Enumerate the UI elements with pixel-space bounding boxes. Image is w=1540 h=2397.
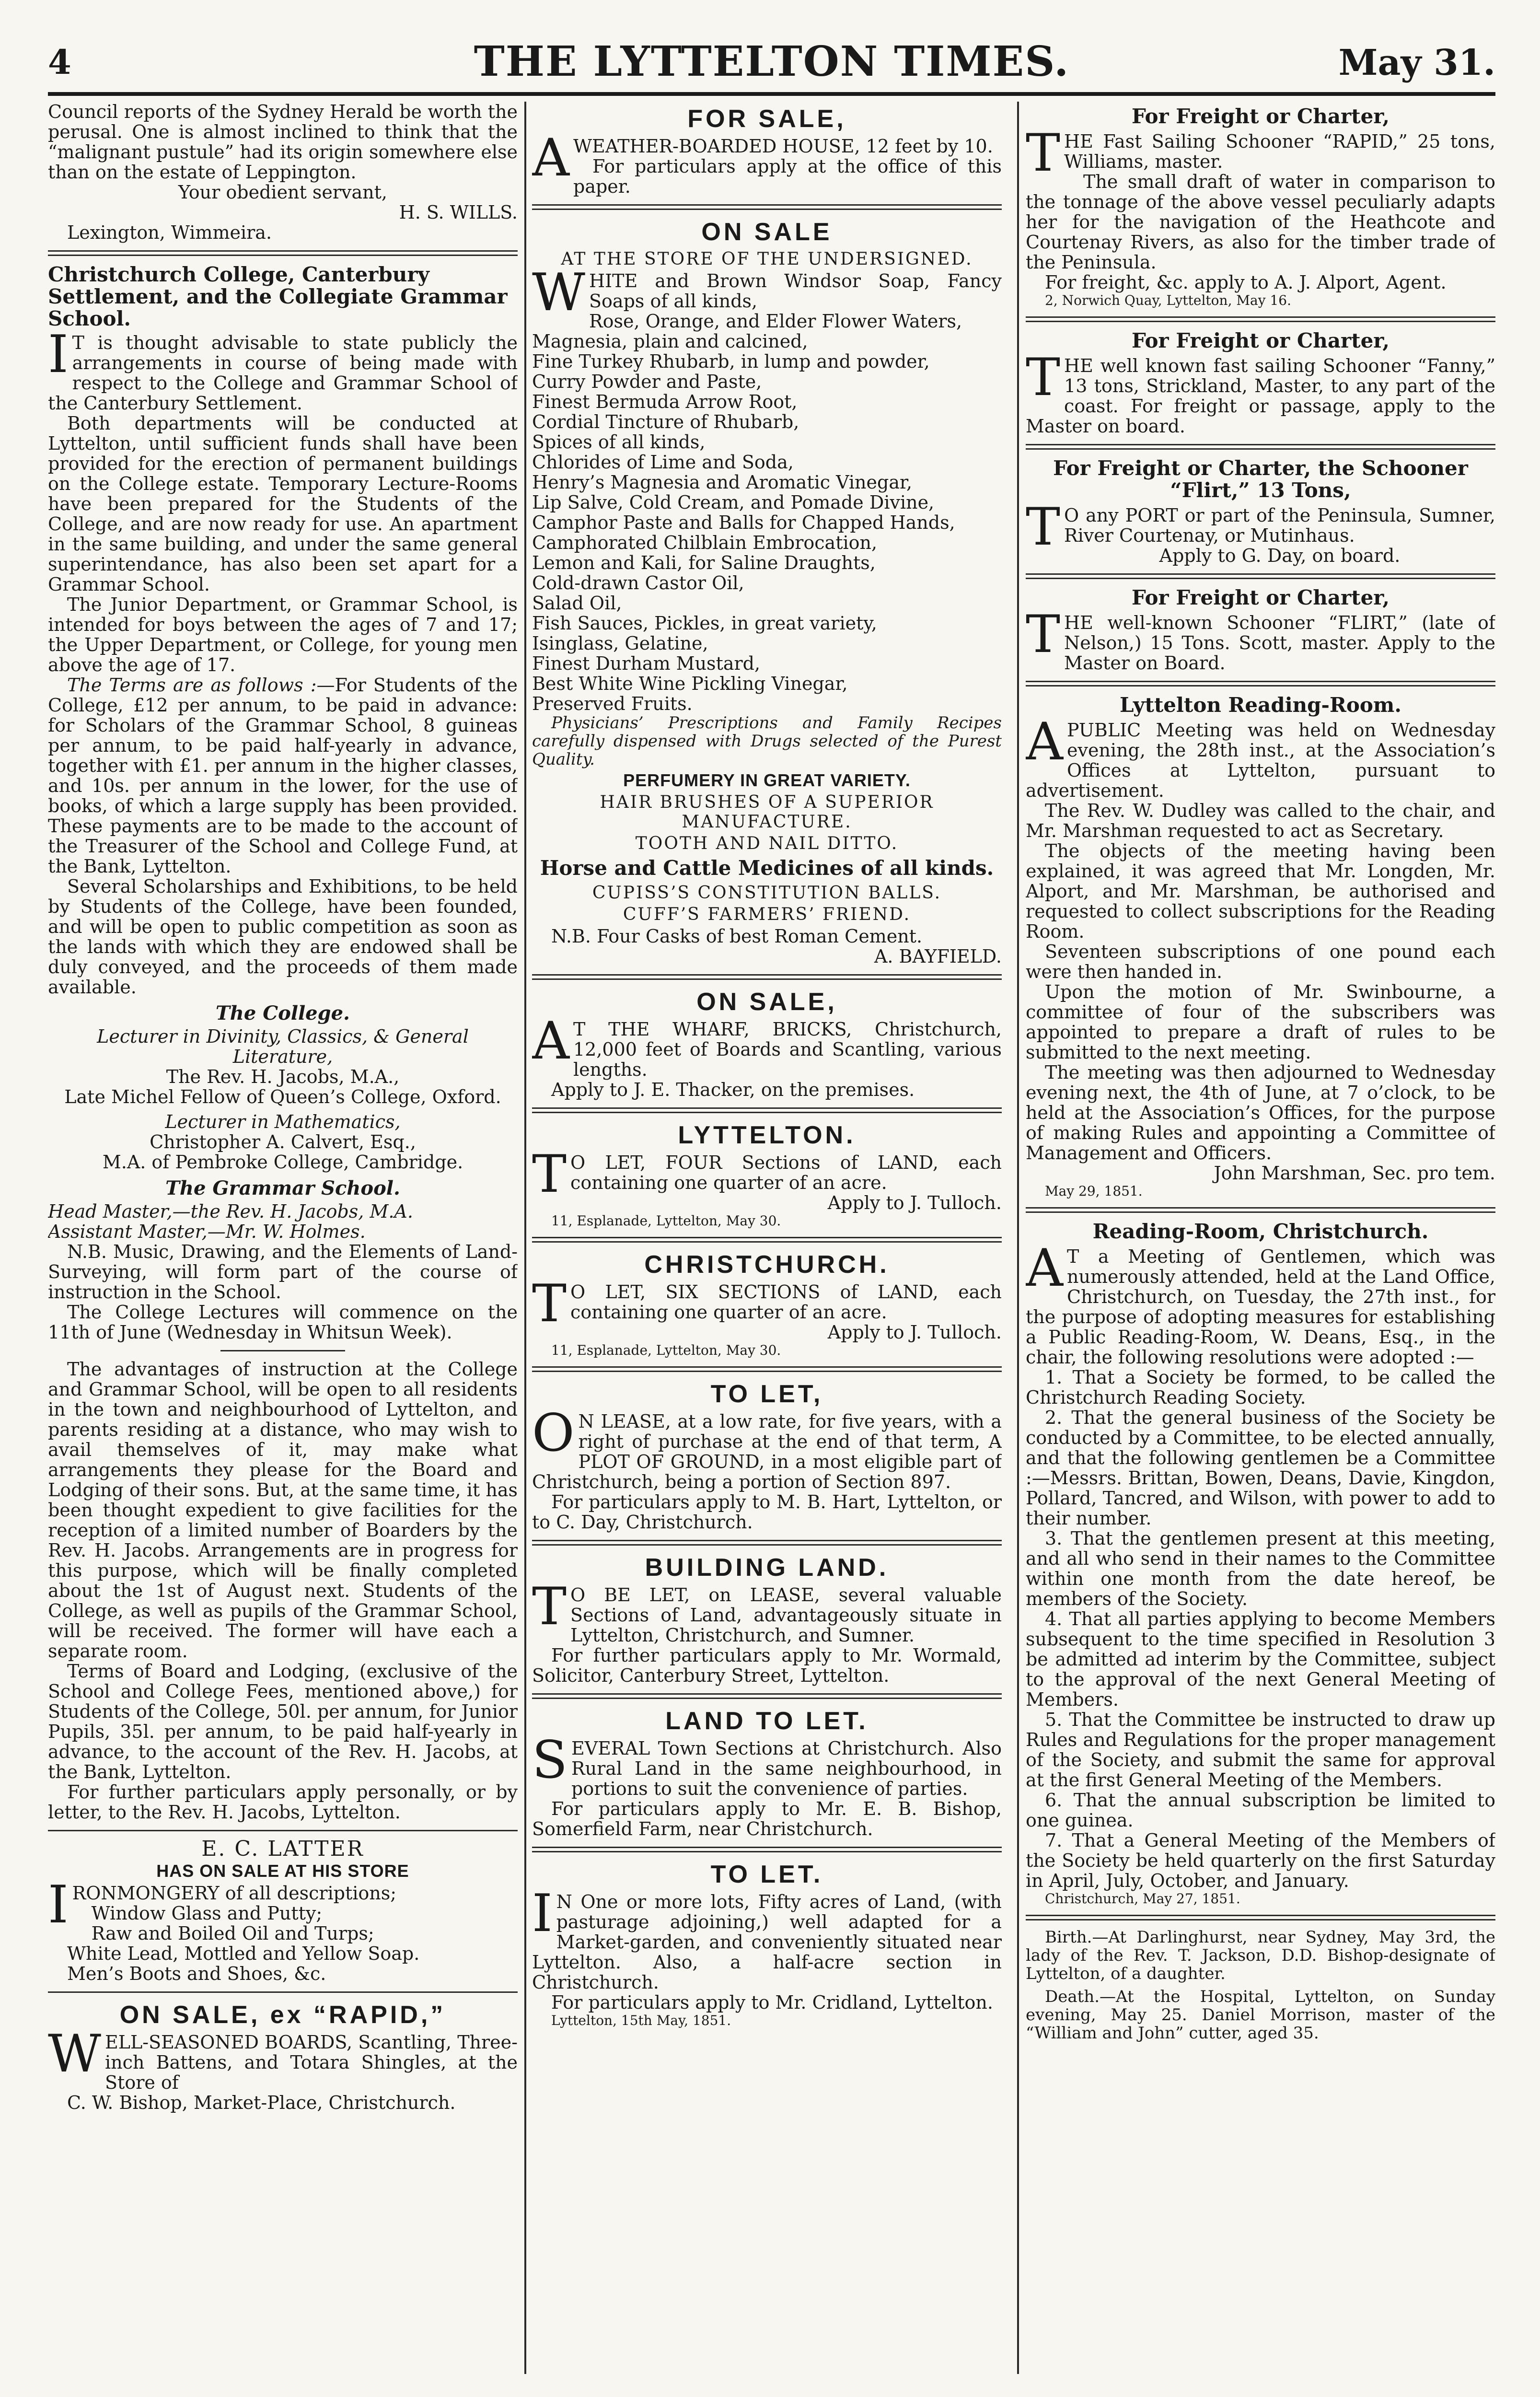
- store-item: Best White Wine Pickling Vinegar,: [532, 673, 848, 694]
- college-para: For further particulars apply personally, or by letter, to the Rev. H. Jacobs, Lyttelton.: [48, 1781, 518, 1823]
- store-line: Horse and Cattle Medicines of all kinds.: [540, 856, 994, 880]
- article-date: Christchurch, May 27, 1851.: [1045, 1891, 1240, 1907]
- store-item: Magnesia, plain and calcined,: [532, 331, 808, 352]
- latter-item: Men’s Boots and Shoes, &c.: [67, 1963, 326, 1984]
- article-para: The meeting was then adjourned to Wednesday evening next, the 4th of June, at 7 o’clock, to be held at the Association’s Offices, for the purpose of making Rules and appointing a Committee of Management and Officers.: [1026, 1062, 1495, 1164]
- section-divider: [1026, 1207, 1495, 1213]
- college-subheading: The College.: [216, 1002, 350, 1024]
- ad-address: 2, Norwich Quay, Lyttelton, May 16.: [1045, 292, 1291, 308]
- lyttelton-reading-room: [1026, 694, 1495, 1199]
- college-para: Terms of Board and Lodging, (exclusive of the School and College Fees, mentioned above,) for Students of the College, 50l. per annum, for Junior Pupils, 35l. per annum, to be paid half-yearly in advance, to the account of the Rev. H. Jacobs, at the Bank, Lyttelton.: [48, 1661, 518, 1782]
- store-item: Preserved Fruits.: [532, 693, 693, 714]
- section-divider: [48, 250, 518, 256]
- latter-item: White Lead, Mottled and Yellow Soap.: [67, 1943, 420, 1964]
- issue-date: May 31.: [1338, 42, 1495, 83]
- column-3: [1026, 102, 1495, 2374]
- ad-heading: TO LET.: [710, 1861, 823, 1888]
- section-divider: [1026, 1915, 1495, 1920]
- store-item: Cold-drawn Castor Oil,: [532, 572, 744, 593]
- section-divider: [532, 1847, 1002, 1852]
- ad-heading: LYTTELTON.: [678, 1121, 856, 1149]
- store-item: Henry’s Magnesia and Aromatic Vinegar,: [532, 472, 913, 493]
- section-divider: [1026, 573, 1495, 579]
- birth-notice: Birth.—At Darlinghurst, near Sydney, May 3rd, the lady of the Rev. T. Jackson, D.D. Bishop-designate of Lyttelton, of a daughter.: [1026, 1928, 1495, 1983]
- latter-item: Raw and Boiled Oil and Turps;: [91, 1923, 374, 1944]
- column-1: [48, 102, 518, 2374]
- ad-apply: For particulars apply to Mr. E. B. Bishop, Somerfield Farm, near Christchurch.: [532, 1798, 1002, 1839]
- ad-heading: ON SALE: [701, 218, 833, 246]
- store-line: CUPISS’S CONSTITUTION BALLS.: [592, 883, 942, 903]
- ad-text: O LET, SIX SECTIONS of LAND, each containing one quarter of an acre.: [570, 1281, 1002, 1323]
- lecturer-title: Lecturer in Mathematics,: [165, 1111, 401, 1132]
- section-divider: [532, 1693, 1002, 1699]
- ad-subheading: AT THE STORE OF THE UNDERSIGNED.: [561, 249, 973, 269]
- store-nb: N.B. Four Casks of best Roman Cement.: [551, 926, 923, 947]
- letter-signoff: Your obedient servant,: [178, 182, 387, 203]
- section-divider: [532, 1540, 1002, 1546]
- college-para: Both departments will be conducted at Lyttelton, until sufficient funds shall have been provided for the erection of permanent buildings on the College estate. Temporary Lecture-Rooms have been prepared for the Students of the College, and are now ready for use. An apartment in the same building, and under the same general superintendance, has also been set apart for a Grammar School.: [48, 413, 518, 595]
- store-item: Lemon and Kali, for Saline Draughts,: [532, 552, 876, 573]
- ad-apply: Apply to G. Day, on board.: [1159, 545, 1401, 566]
- resolution: 6. That the annual subscription be limited to one guinea.: [1026, 1790, 1495, 1831]
- ad-text: HE well known fast sailing Schooner “Fanny,” 13 tons, Strickland, Master, to any part of the coast. For freight or passage, apply to the Master on board.: [1026, 355, 1495, 437]
- fanny-charter-advertisement: [1026, 330, 1495, 436]
- rapid-sale-text: ELL-SEASONED BOARDS, Scantling, Three-inch Battens, and Totara Shingles, at the Store of: [105, 2032, 518, 2093]
- article-para: The Rev. W. Dudley was called to the chair, and Mr. Marshman requested to act as Secretary.: [1026, 800, 1495, 841]
- building-land-advertisement: [532, 1553, 1002, 1686]
- store-item: Cordial Tincture of Rhubarb,: [532, 411, 799, 432]
- ad-text: EVERAL Town Sections at Christchurch. Also Rural Land in the same neighbourhood, in portions to suit the convenience of parties.: [571, 1738, 1002, 1799]
- drop-cap: W: [48, 2024, 102, 2084]
- ad-heading: For Freight or Charter, the Schooner “Flirt,” 13 Tons,: [1053, 456, 1468, 502]
- article-heading: Reading-Room, Christchurch.: [1092, 1220, 1429, 1243]
- store-item: Lip Salve, Cold Cream, and Pomade Divine,: [532, 492, 935, 513]
- drop-cap: S: [532, 1730, 567, 1790]
- section-divider: [48, 1991, 518, 1993]
- store-item: Fish Sauces, Pickles, in great variety,: [532, 613, 877, 634]
- wharf-advertisement: [532, 988, 1002, 1100]
- letter-text: Council reports of the Sydney Herald be worth the perusal. One is almost inclined to think that the “malignant pustule” had its origin somewhere else than on the estate of Leppington.: [48, 102, 518, 183]
- resolution: 1. That a Society be formed, to be called the Christchurch Reading Society.: [1026, 1367, 1495, 1408]
- ad-apply: For freight, &c. apply to A. J. Alport, Agent.: [1045, 272, 1447, 293]
- store-sign: A. BAYFIELD.: [874, 946, 1002, 967]
- grammar-subheading: The Grammar School.: [165, 1177, 400, 1199]
- ad-heading: ON SALE,: [696, 988, 837, 1016]
- ad-text: O LET, FOUR Sections of LAND, each containing one quarter of an acre.: [570, 1152, 1002, 1193]
- ad-text: The small draft of water in comparison to the tonnage of the above vessel peculiarly adapts her for the navigation of the Heathcote and Courtenay Rivers, as also for the timber trade of the Peninsula.: [1026, 171, 1495, 273]
- section-divider: [532, 974, 1002, 980]
- college-para: The Junior Department, or Grammar School, is intended for boys between the ages of 7 and 17; the Upper Department, or College, for young men above the age of 17.: [48, 594, 518, 675]
- ad-heading: CHRISTCHURCH.: [644, 1251, 890, 1279]
- drop-cap: T: [1026, 497, 1061, 557]
- ad-heading: TO LET,: [710, 1380, 823, 1408]
- assistant-master: Assistant Master,—Mr. W. Holmes.: [48, 1221, 366, 1242]
- rapid-charter-advertisement: [1026, 105, 1495, 309]
- resolution: 2. That the general business of the Society be conducted by a Committee, to be elected annually, and that the following gentlemen be a Committee :—Messrs. Brittan, Bowen, Deans, Davie, Kingdon, Pollard, Tancred, and Wilson, with power to add to their number.: [1026, 1407, 1495, 1529]
- latter-sub: HAS ON SALE AT HIS STORE: [156, 1861, 409, 1881]
- ad-text: WEATHER-BOARDED HOUSE, 12 feet by 10.: [573, 136, 993, 157]
- section-divider: [1026, 681, 1495, 687]
- masthead-rule: [48, 92, 1495, 96]
- store-item: HITE and Brown Windsor Soap, Fancy Soaps of all kinds,: [589, 270, 1002, 312]
- drop-cap: T: [532, 1144, 567, 1204]
- drop-cap: T: [1026, 605, 1061, 664]
- latter-name: E. C. LATTER: [201, 1837, 364, 1861]
- latter-lead: RONMONGERY of all descriptions;: [72, 1883, 397, 1904]
- christchurch-land-advertisement: [532, 1250, 1002, 1359]
- rapid-sale-advertisement: [48, 2001, 518, 2113]
- ad-note: For particulars apply at the office of this paper.: [573, 156, 1002, 197]
- terms-label: The Terms are as follows :: [67, 675, 317, 696]
- section-divider: [532, 1366, 1002, 1372]
- resolution: 3. That the gentlemen present at this meeting, and all who send in their names to the Committee within one month from the date hereof, be members of the Society.: [1026, 1528, 1495, 1609]
- house-for-sale-advertisement: [532, 105, 1002, 197]
- lecturer-name: Christopher A. Calvert, Esq.,: [150, 1131, 416, 1152]
- lecturer-desc: Late Michel Fellow of Queen’s College, Oxford.: [64, 1086, 501, 1107]
- drop-cap: A: [1026, 712, 1063, 772]
- column-rule: [524, 102, 526, 2374]
- store-line: CUFF’S FARMERS’ FRIEND.: [623, 905, 911, 924]
- latter-item: Window Glass and Putty;: [91, 1903, 323, 1924]
- ad-heading: For Freight or Charter,: [1132, 105, 1389, 128]
- store-item: Camphorated Chilblain Embrocation,: [532, 532, 878, 553]
- ad-heading: BUILDING LAND.: [645, 1554, 889, 1582]
- ad-apply: For particulars apply to Mr. Cridland, Lyttelton.: [551, 1992, 993, 2013]
- column-2: [532, 102, 1002, 2374]
- store-item: Spices of all kinds,: [532, 431, 706, 453]
- ad-text: HE well-known Schooner “FLIRT,” (late of Nelson,) 15 Tons. Scott, master. Apply to the Master on Board.: [1064, 612, 1495, 674]
- drop-cap: O: [532, 1403, 575, 1463]
- section-divider: [532, 1237, 1002, 1243]
- ad-heading: LAND TO LET.: [665, 1707, 868, 1735]
- newspaper-title: THE LYTTELTON TIMES.: [474, 37, 1070, 86]
- resolution: 5. That the Committee be instructed to draw up Rules and Regulations for the proper management of the Society, and submit the same for approval at the first General Meeting of the Members.: [1026, 1709, 1495, 1791]
- college-heading: Christchurch College, Canterbury Settlement, and the Collegiate Grammar School.: [48, 263, 508, 330]
- article-para: The objects of the meeting having been explained, it was agreed that Mr. Longden, Mr. Alport, and Mr. Marshman, be authorised and requested to collect subscriptions for the Reading Room.: [1026, 840, 1495, 942]
- ad-apply: Apply to J. Tulloch.: [827, 1322, 1002, 1343]
- section-divider: [1026, 316, 1495, 322]
- article-signature: John Marshman, Sec. pro tem.: [1214, 1163, 1495, 1184]
- article-para: Upon the motion of Mr. Swinbourne, a committee of four of the subscribers was appointed to prepare a draft of rules to be submitted to the next meeting.: [1026, 981, 1495, 1063]
- college-advertisement: [48, 264, 518, 1822]
- drop-cap: T: [1026, 348, 1061, 407]
- masthead: [48, 23, 1495, 90]
- college-para: T is thought advisable to state publicly the arrangements in course of being made with respect to the College and Grammar School of the Canterbury Settlement.: [48, 332, 518, 414]
- article-para: T a Meeting of Gentlemen, which was numerously attended, held at the Land Office, Christchurch, on Tuesday, the 27th inst., for the purpose of adopting measures for establishing a Public Reading-Room, W. Deans, Esq., in the chair, the following resolutions were adopted :—: [1026, 1246, 1495, 1368]
- ad-address: 11, Esplanade, Lyttelton, May 30.: [551, 1342, 781, 1358]
- college-para: —For Students of the College, £12 per annum, to be paid in advance: for Scholars of the Grammar School, 8 guineas per annum, to be paid half-yearly in advance, together with £1. per annum in the higher classes, and 10s. per annum in the lower, for the use of books, of which a large supply has been provided. These payments are to be made to the account of the Treasurer of the School and College Fund, at the Bank, Lyttelton.: [48, 675, 518, 877]
- ad-apply: Apply to J. Tulloch.: [827, 1192, 1002, 1213]
- ad-apply: For further particulars apply to Mr. Wormald, Solicitor, Canterbury Street, Lyttelton.: [532, 1645, 1002, 1686]
- ad-address: 11, Esplanade, Lyttelton, May 30.: [551, 1213, 781, 1229]
- ad-text: O BE LET, on LEASE, several valuable Sections of Land, advantageously situate in Lyttelton, Christchurch, and Sumner.: [570, 1584, 1002, 1646]
- college-para: The advantages of instruction at the College and Grammar School, will be open to all residents in the town and neighbourhood of Lyttelton, and parents residing at a distance, who may wish to avail themselves of it, may make what arrangements they please for the Board and Lodging of their sons. But, at the same time, it has been thought expedient to give facilities for the reception of a limited number of Boarders by the Rev. H. Jacobs. Arrangements are in progress for this purpose, which will be finally completed about the 1st of August next. Students of the College, as well as pupils of the Grammar School, will be received. The former will have each a separate room.: [48, 1359, 518, 1662]
- article-para: Seventeen subscriptions of one pound each were then handed in.: [1026, 941, 1495, 982]
- ground-lease-advertisement: [532, 1380, 1002, 1532]
- college-para: N.B. Music, Drawing, and the Elements of Land-Surveying, will form part of the course of instruction in the School.: [48, 1241, 518, 1303]
- store-item: Isinglass, Gelatine,: [532, 633, 708, 654]
- store-line: PERFUMERY IN GREAT VARIETY.: [623, 770, 911, 790]
- head-master: Head Master,—the Rev. H. Jacobs, M.A.: [48, 1201, 413, 1222]
- store-item: Finest Bermuda Arrow Root,: [532, 391, 798, 412]
- drop-cap: A: [532, 1011, 569, 1071]
- resolution: 4. That all parties applying to become Members subsequent to the time specified in Resolution 3 be admitted ad interim by the Committee, subject to the approval of the next General Meeting of Members.: [1026, 1608, 1495, 1710]
- drop-cap: I: [48, 1875, 69, 1935]
- lyttelton-land-advertisement: [532, 1121, 1002, 1229]
- article-heading: Lyttelton Reading-Room.: [1120, 693, 1401, 717]
- lecturer-name: The Rev. H. Jacobs, M.A.,: [166, 1066, 400, 1087]
- fifty-acres-advertisement: [532, 1860, 1002, 2029]
- section-divider: [48, 1830, 518, 1831]
- rapid-sale-heading: ON SALE, ex “RAPID,”: [119, 2001, 446, 2029]
- drop-cap: A: [532, 128, 569, 188]
- christchurch-reading-room: [1026, 1221, 1495, 1907]
- section-divider: [532, 204, 1002, 210]
- column-rule: [1017, 102, 1019, 2374]
- drop-cap: T: [532, 1577, 567, 1637]
- store-item: Rose, Orange, and Elder Flower Waters,: [589, 311, 962, 332]
- drop-cap: W: [532, 263, 586, 323]
- letter-place: Lexington, Wimmeira.: [67, 222, 272, 243]
- article-date: May 29, 1851.: [1045, 1183, 1143, 1199]
- college-para: Several Scholarships and Exhibitions, to be held by Students of the College, have been founded, and will be open to public competition as soon as the lands with which they are endowed shall be duly conveyed, and the proceeds of them made available.: [48, 876, 518, 998]
- store-item: Camphor Paste and Balls for Chapped Hands,: [532, 512, 955, 533]
- ad-heading: For Freight or Charter,: [1132, 329, 1389, 352]
- ad-text: HE Fast Sailing Schooner “RAPID,” 25 tons, Williams, master.: [1064, 131, 1495, 172]
- flirt-charter-advertisement: [1026, 457, 1495, 566]
- short-rule: [220, 1350, 345, 1351]
- store-item: Finest Durham Mustard,: [532, 653, 761, 674]
- store-item: Curry Powder and Paste,: [532, 371, 762, 392]
- ad-text: N One or more lots, Fifty acres of Land, (with pasturage adjoining,) well adapted for a Market-garden, and conveniently situated near Lyttelton. Also, a half-acre section in Christchurch.: [532, 1891, 1002, 1993]
- flirt-nelson-advertisement: [1026, 587, 1495, 673]
- article-para: PUBLIC Meeting was held on Wednesday evening, the 28th inst., at the Association’s Offices at Lyttelton, pursuant to advertisement.: [1026, 720, 1495, 801]
- land-to-let-advertisement: [532, 1707, 1002, 1839]
- page-number: 4: [48, 42, 71, 82]
- ad-text: O any PORT or part of the Peninsula, Sumner, River Courtenay, or Mutinhaus.: [1064, 505, 1495, 546]
- drop-cap: T: [1026, 123, 1061, 183]
- store-item: Fine Turkey Rhubarb, in lump and powder,: [532, 351, 930, 372]
- lecturer-title: Lecturer in Divinity, Classics, & General Literature,: [97, 1026, 469, 1067]
- ad-text: N LEASE, at a low rate, for five years, with a right of purchase at the end of that term, A PLOT OF GROUND, in a most eligible part of Christchurch, being a portion of Section 897.: [532, 1411, 1002, 1492]
- ad-apply: For particulars apply to M. B. Hart, Lyttelton, or to C. Day, Christchurch.: [532, 1491, 1002, 1533]
- store-line: HAIR BRUSHES OF A SUPERIOR MANUFACTURE.: [600, 792, 934, 832]
- physicians-note: Physicians’ Prescriptions and Family Recipes carefully dispensed with Drugs selected of the Purest Quality.: [532, 713, 1002, 769]
- section-divider: [1026, 444, 1495, 450]
- ad-text: T THE WHARF, BRICKS, Christchurch, 12,000 feet of Boards and Scantling, various lengths.: [573, 1019, 1002, 1080]
- drop-cap: A: [1026, 1238, 1063, 1298]
- college-para: The College Lectures will commence on the 11th of June (Wednesday in Whitsun Week).: [48, 1302, 518, 1343]
- ad-date: Lyttelton, 15th May, 1851.: [551, 2013, 731, 2028]
- drop-cap: T: [532, 1274, 567, 1334]
- store-advertisement: [532, 218, 1002, 966]
- store-line: TOOTH AND NAIL DITTO.: [635, 834, 899, 853]
- death-notice: Death.—At the Hospital, Lyttelton, on Sunday evening, May 25. Daniel Morrison, master of the “William and John” cutter, aged 35.: [1026, 1987, 1495, 2043]
- store-item: Chlorides of Lime and Soda,: [532, 452, 794, 473]
- resolution: 7. That a General Meeting of the Members of the Society be held quarterly on the first Saturday in April, July, October, and January.: [1026, 1830, 1495, 1891]
- rapid-sale-sign: C. W. Bishop, Market-Place, Christchurch.: [67, 2092, 456, 2113]
- section-divider: [532, 1107, 1002, 1113]
- ad-apply: Apply to J. E. Thacker, on the premises.: [551, 1079, 915, 1100]
- drop-cap: I: [48, 325, 69, 384]
- store-item: Salad Oil,: [532, 593, 622, 614]
- ad-heading: For Freight or Charter,: [1132, 586, 1389, 609]
- latter-advertisement: [48, 1839, 518, 1984]
- letter-signature: H. S. WILLS.: [399, 202, 518, 223]
- ad-heading: FOR SALE,: [687, 105, 846, 133]
- drop-cap: I: [532, 1884, 553, 1943]
- lecturer-desc: M.A. of Pembroke College, Cambridge.: [102, 1152, 463, 1173]
